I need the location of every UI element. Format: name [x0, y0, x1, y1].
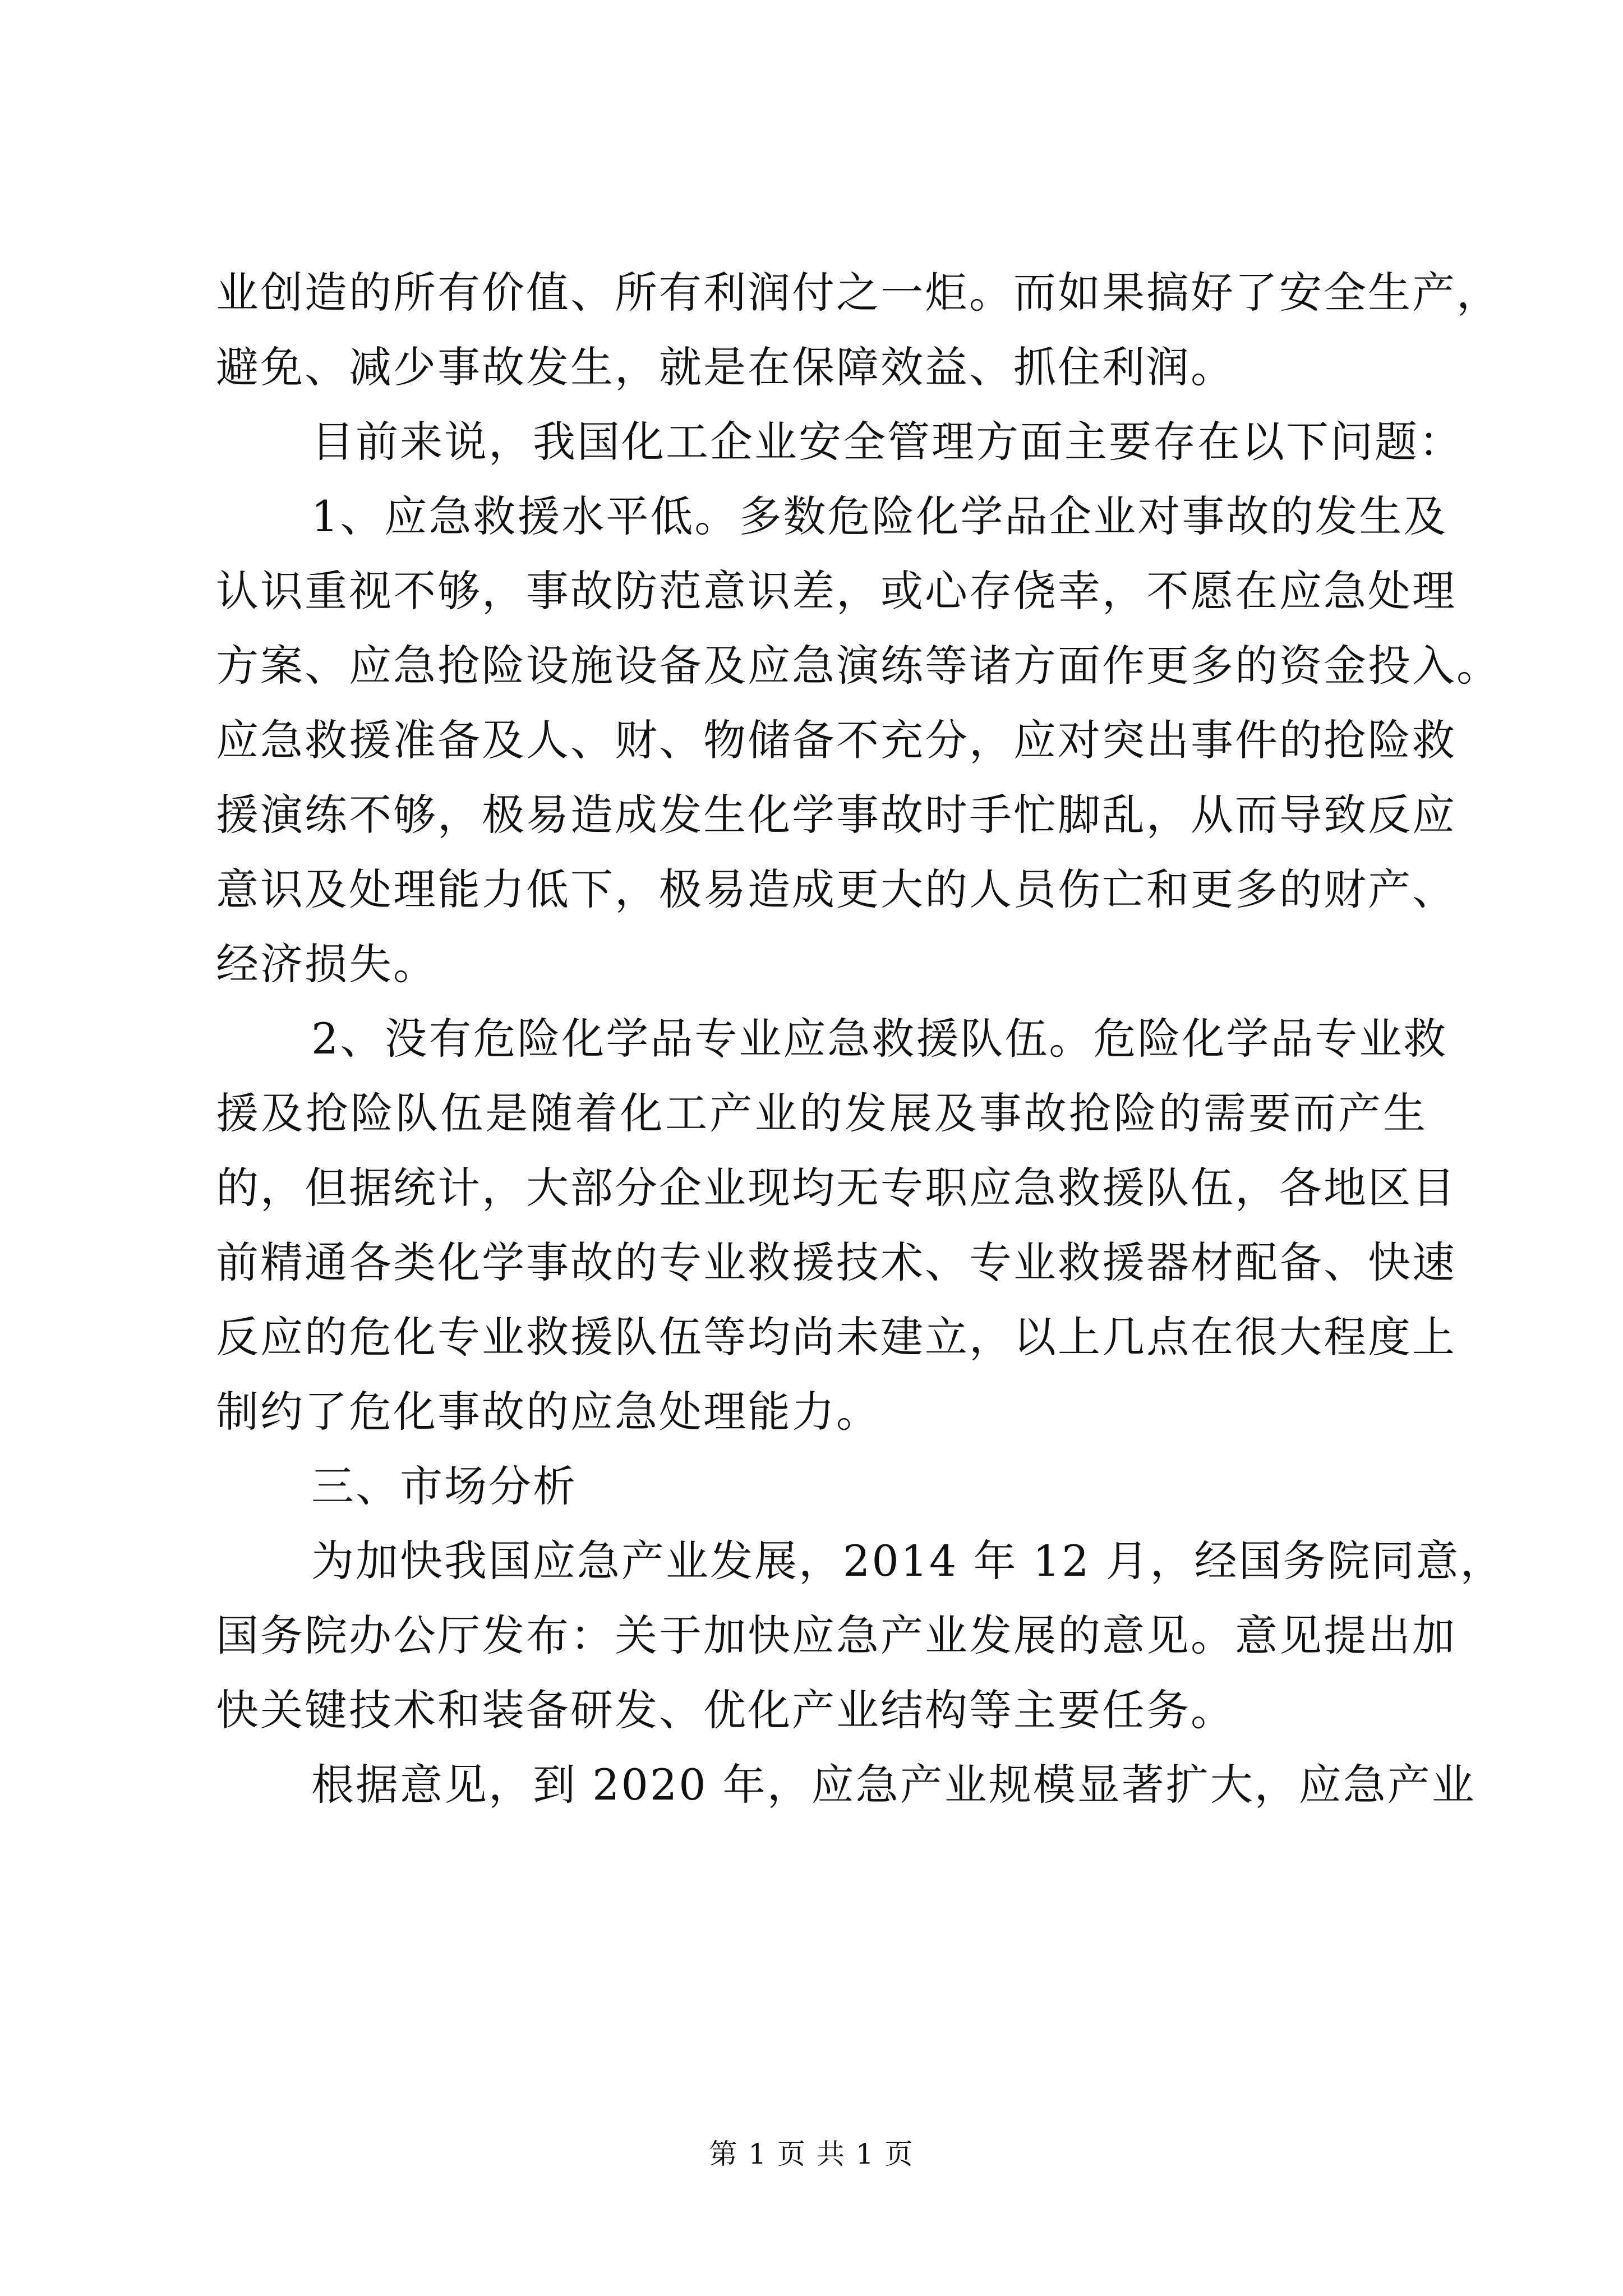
text-line: 认识重视不够，事故防范意识差，或心存侥幸，不愿在应急处理	[216, 566, 1456, 616]
text-line: 1、应急救援水平低。多数危险化学品企业对事故的发生及	[311, 491, 1448, 541]
text-line: 根据意见，到 2020 年，应急产业规模显著扩大，应急产业	[311, 1760, 1476, 1810]
text-line: 目前来说，我国化工企业安全管理方面主要存在以下问题：	[311, 417, 1463, 467]
text-line: 方案、应急抢险设施设备及应急演练等诸方面作更多的资金投入。	[216, 641, 1501, 691]
text-line: 制约了危化事故的应急处理能力。	[216, 1387, 880, 1437]
text-line: 的，但据统计，大部分企业现均无专职应急救援队伍，各地区目	[216, 1163, 1456, 1213]
page-number-footer: 第 1 页 共 1 页	[709, 2138, 914, 2170]
text-line: 意识及处理能力低下，极易造成更大的人员伤亡和更多的财产、	[216, 864, 1456, 914]
text-line: 前精通各类化学事故的专业救援技术、专业救援器材配备、快速	[216, 1237, 1456, 1287]
text-line: 避免、减少事故发生，就是在保障效益、抓住利润。	[216, 342, 1235, 392]
text-line: 应急救援准备及人、财、物储备不充分，应对突出事件的抢险救	[216, 715, 1456, 765]
text-line: 2、没有危险化学品专业应急救援队伍。危险化学品专业救	[311, 1014, 1448, 1064]
text-line: 国务院办公厅发布：关于加快应急产业发展的意见。意见提出加	[216, 1611, 1456, 1660]
section-heading: 三、市场分析	[311, 1461, 577, 1511]
text-line: 反应的危化专业救援队伍等均尚未建立，以上几点在很大程度上	[216, 1312, 1456, 1362]
text-line: 援及抢险队伍是随着化工产业的发展及事故抢险的需要而产生	[216, 1088, 1427, 1138]
document-body	[216, 255, 1505, 1822]
text-line: 业创造的所有价值、所有利润付之一炬。而如果搞好了安全生产，	[216, 268, 1501, 318]
text-line: 援演练不够，极易造成发生化学事故时手忙脚乱，从而导致反应	[216, 790, 1456, 840]
text-line: 快关键技术和装备研发、优化产业结构等主要任务。	[216, 1685, 1235, 1735]
text-line: 经济损失。	[216, 939, 437, 989]
text-line: 为加快我国应急产业发展，2014 年 12 月，经国务院同意，	[311, 1536, 1505, 1586]
